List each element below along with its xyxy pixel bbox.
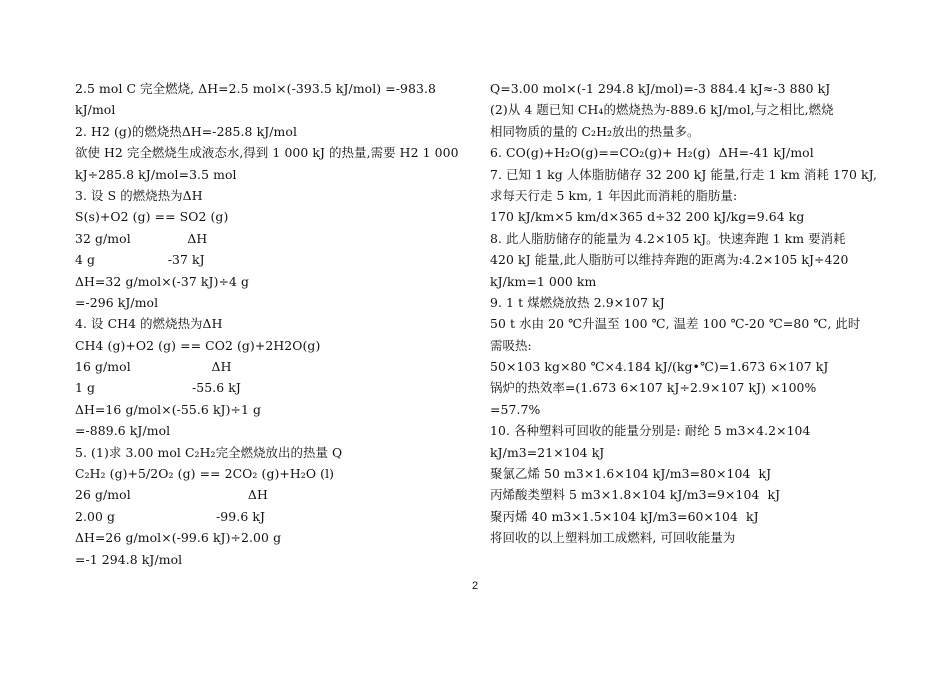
left-text-line: kJ/mol [75,102,116,118]
right-column [490,78,890,549]
right-text-line: 聚氯乙烯 50 m3×1.6×104 kJ/m3=80×104 kJ [490,466,772,482]
left-text-line: 3. 设 S 的燃烧热为ΔH [75,187,203,203]
left-text-line: 32 g/mol ΔH [75,230,208,246]
left-text-line: 26 g/mol ΔH [75,487,268,503]
left-text-line: 4 g -37 kJ [75,252,205,268]
right-text-line: 9. 1 t 煤燃烧放热 2.9×107 kJ [490,294,665,310]
right-text-line: kJ/m3=21×104 kJ [490,444,605,460]
left-text-line: =-296 kJ/mol [75,294,159,310]
right-text-line: 需吸热: [490,337,532,353]
right-text-line: 10. 各种塑料可回收的能量分别是: 耐纶 5 m3×4.2×104 [490,423,811,439]
left-text-line: =-889.6 kJ/mol [75,423,171,439]
right-text-line: kJ/km=1 000 km [490,273,597,289]
right-text-line: (2)从 4 题已知 CH₄的燃烧热为-889.6 kJ/mol,与之相比,燃烧 [490,102,834,118]
left-text-line: =-1 294.8 kJ/mol [75,551,183,567]
left-text-line: ΔH=16 g/mol×(-55.6 kJ)÷1 g [75,401,262,417]
left-text-line: 2. H2 (g)的燃烧热ΔH=-285.8 kJ/mol [75,123,298,139]
right-text-line: Q=3.00 mol×(-1 294.8 kJ/mol)=-3 884.4 kJ≈-3 880 kJ [490,81,831,96]
left-text-line: 2.5 mol C 完全燃烧, ΔH=2.5 mol×(-393.5 kJ/mol) =-983.8 [75,81,437,96]
right-text-line: 将回收的以上塑料加工成燃料, 可回收能量为 [490,530,736,546]
right-text-line: =57.7% [490,401,541,417]
right-text-line: 聚丙烯 40 m3×1.5×104 kJ/m3=60×104 kJ [490,508,759,524]
right-text-line: 50×103 kg×80 ℃×4.184 kJ/(kg•℃)=1.673 6×107 kJ [490,359,829,375]
left-text-line: 欲使 H2 完全燃烧生成液态水,得到 1 000 kJ 的热量,需要 H2 1 000 [75,145,459,161]
left-text-line: 4. 设 CH4 的燃烧热为ΔH [75,316,223,332]
left-text-line: 16 g/mol ΔH [75,359,232,375]
right-text-line: 50 t 水由 20 ℃升温至 100 ℃, 温差 100 ℃-20 ℃=80 ℃, 此时 [490,316,861,332]
left-text-line: CH4 (g)+O2 (g) == CO2 (g)+2H2O(g) [75,337,321,353]
right-text-line: 420 kJ 能量,此人脂肪可以维持奔跑的距离为:4.2×105 kJ÷420 [490,252,849,268]
left-text-line: ΔH=26 g/mol×(-99.6 kJ)÷2.00 g [75,530,282,546]
left-text-line: kJ÷285.8 kJ/mol=3.5 mol [75,166,237,182]
left-text-line: 5. (1)求 3.00 mol C₂H₂完全燃烧放出的热量 Q [75,444,343,460]
right-text-line: 求每天行走 5 km, 1 年因此而消耗的脂肪量: [490,187,738,203]
page-number: 2 [471,580,479,592]
right-text-line: 170 kJ/km×5 km/d×365 d÷32 200 kJ/kg=9.64 kg [490,209,805,225]
left-text-line: C₂H₂ (g)+5/2O₂ (g) == 2CO₂ (g)+H₂O (l) [75,466,335,482]
right-text-line: 6. CO(g)+H₂O(g)==CO₂(g)+ H₂(g) ΔH=-41 kJ/mol [490,145,814,161]
left-text-line: 2.00 g -99.6 kJ [75,508,266,524]
right-text-line: 相同物质的量的 C₂H₂放出的热量多。 [490,123,700,139]
right-text-line: 7. 已知 1 kg 人体脂肪储存 32 200 kJ 能量,行走 1 km 消耗 170 kJ, [490,166,878,182]
left-column [75,78,475,570]
left-text-line: S(s)+O2 (g) == SO2 (g) [75,209,229,225]
right-text-line: 锅炉的热效率=(1.673 6×107 kJ÷2.9×107 kJ) ×100% [490,380,817,396]
right-text-line: 8. 此人脂肪储存的能量为 4.2×105 kJ。快速奔跑 1 km 要消耗 [490,230,846,246]
left-text-line: 1 g -55.6 kJ [75,380,241,396]
left-text-line: ΔH=32 g/mol×(-37 kJ)÷4 g [75,273,250,289]
right-text-line: 丙烯酸类塑料 5 m3×1.8×104 kJ/m3=9×104 kJ [490,487,781,503]
